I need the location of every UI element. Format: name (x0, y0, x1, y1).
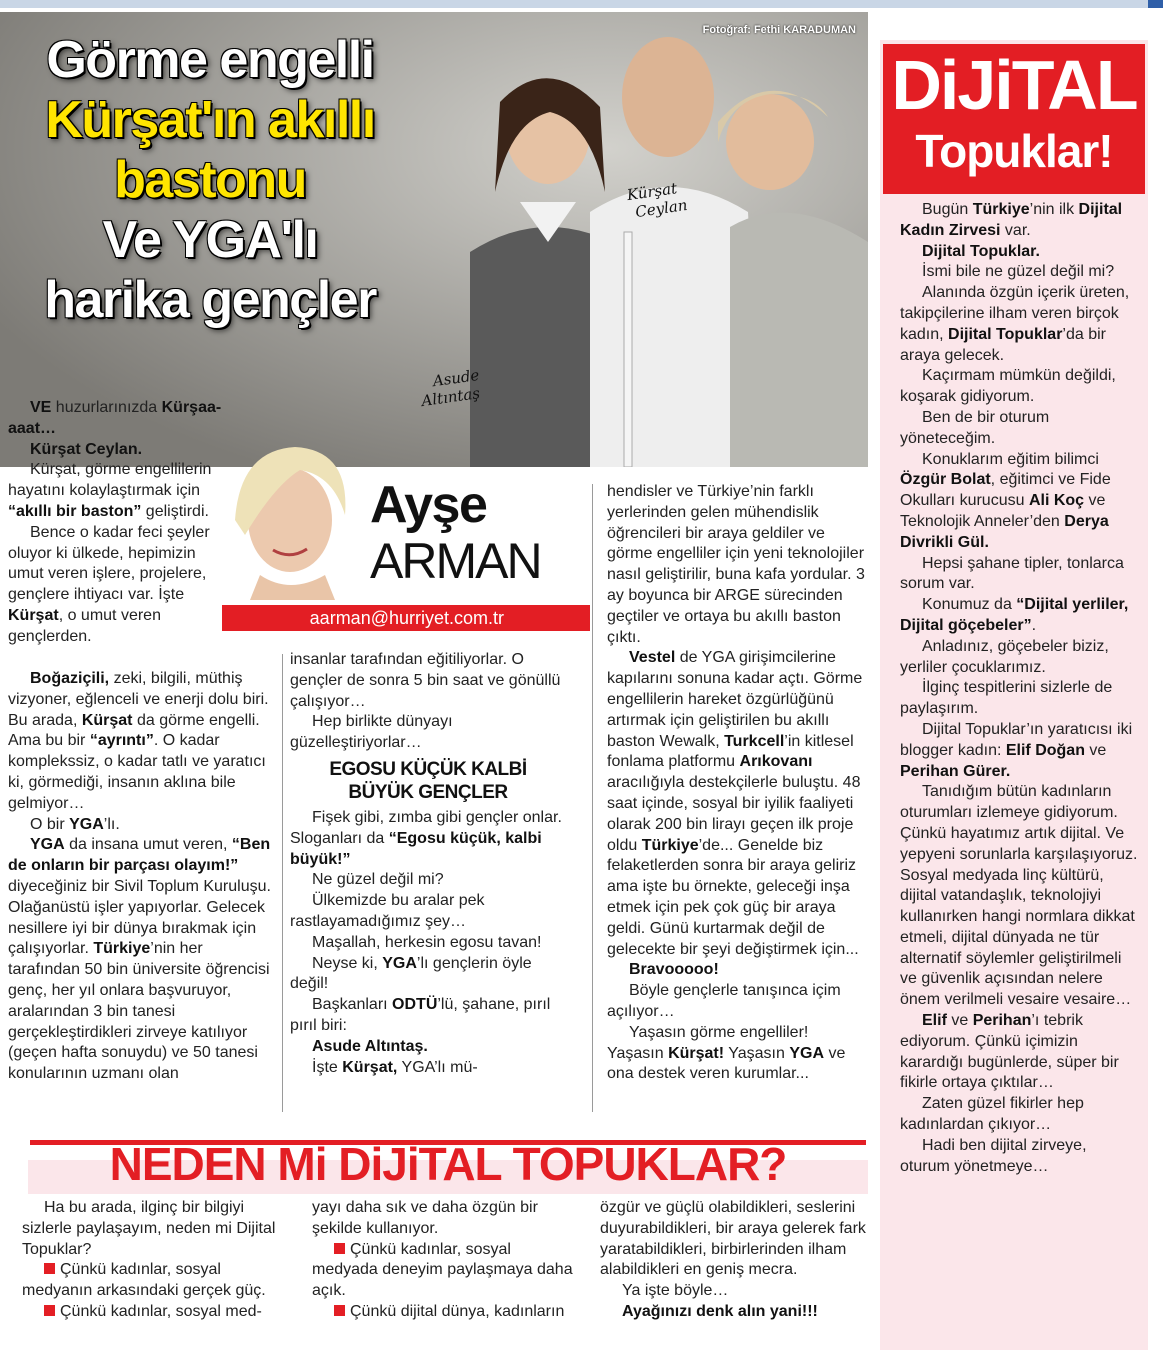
bottom-col-1: Ha bu arada, ilginç bir bilgiyi sizlerle paylaşayım, neden mi Dijital Topuklar? Çünkü kadınlar, sosyal medyanın arkasındaki gerçek güç. Çünkü kadınlar, sosyal med- (22, 1199, 276, 1320)
sidebar-title-line2: Topuklar! (915, 125, 1113, 177)
article-col-3: hendisler ve Türkiye’nin farklı yerlerinden gelen mühendislik öğrencileri bir araya geldiler ve görme engelliler için yeni teknolojiler nasıl geliştirilir, buna kafa yordular. 3 ay boyunca bir ARGE sürecinden geçtiler ve ortaya bu akıllı baston çıktı. Vestel de YGA girişimcilerine kapılarını sonuna kadar açtı. Görme engellilerin hareket özgürlüğünü artırmak için geliştirilen bu akıllı baston Wewalk, Turkcell’in kitlesel fonlama platformu Arıkovanı aracılığıyla destekçilerle buluştu. 48 saat içinde, sosyal bir iyilik faaliyeti olarak 200 bin lirayı geçen ilk proje oldu Türkiye’de... Genelde biz felaketlerden sonra bir araya geliriz ama işte bu örnekte, geleceği inşa etmek için pek çok güç bir araya geldi. Günü kurtarmak değil de gelecekte bir şeyi değiştirmek için... Bravooooo! Böyle gençlerle tanışınca içim açılıyor… Yaşasın görme engelliler! Yaşasın Kürşat! Yaşasın YGA ve ona destek veren kurumlar... (607, 483, 865, 1083)
column-divider (592, 484, 593, 1112)
column-divider (282, 654, 283, 1112)
bottom-title: NEDEN Mi DiJiTAL TOPUKLAR? (109, 1138, 787, 1190)
bullet-square-icon (334, 1305, 345, 1316)
headline-line: bastonu (114, 151, 306, 209)
sidebar-text: Bugün Türkiye’nin ilk Dijital Kadın Zirvesi var. Dijital Topuklar. İsmi bile ne güzel değil mi? Alanında özgün içerik üreten, takipçilerine ilham veren birçok kadın, Dijital Topuklar’da bir araya gelecek. Kaçırmam mümkün değildi, koşarak gidiyorum. Ben de bir oturum yöneteceğim. Konuklarım eğitim bilimci Özgür Bolat, eğitimci ve Fide Okulları kurucusu Ali Koç ve Teknolojik Anneler’den Derya Divrikli Gül. Hepsi şahane tipler, tonlarca sorum var. Konumuz da “Dijital yerliler, Dijital göçebeler”. Anladınız, göçebeler biziz, yerliler çocuklarımız. İlginç tespitlerini sizlerle de paylaşırım. Dijital Topuklar’ın yaratıcısı iki blogger kadın: Elif Doğan ve Perihan Gürer. Tanıdığım bütün kadınların oturumları izlemeye gidiyorum. Çünkü hayatımız artık dijital. Ve yepyeni sorunlarla karşılaşıyoruz. Sosyal medyada linç kültürü, dijital vatandaşlık, teknolojiyi kullanırken hangi normlara dikkat etmeli, dijital dünyada ne tür alternatif söylemler geliştirilmeli ve güvenlik açısından nelere önem verilmeli vesaire vesaire… Elif ve Perihan’ı tebrik ediyorum. Çünkü içimizin karardığı bugünlerde, süper bir fikirle ortaya çıktılar… Zaten güzel fikirler hep kadınlardan çıkıyor… Hadi ben dijital zirveye, oturum yönetmeye… (900, 201, 1138, 1175)
sidebar-title (883, 44, 1145, 194)
headline-line: Ve YGA'lı (102, 211, 318, 269)
article-col-2: insanlar tarafından eğitiliyorlar. O gençler de sonra 5 bin saat ve gönüllü çalışıyor… Hep birlikte dünyayı güzelleştiriyorlar… EGOSU KÜÇÜK KALBİ BÜYÜK GENÇLER Fişek gibi, zımba gibi gençler onlar. Sloganları da “Egosu küçük, kalbi büyük!” Ne güzel değil mi? Ülkemizde bu aralar pek rastlayamadığımız şey… Maşallah, herkesin egosu tavan! Neyse ki, YGA’lı gençlerin öyle değil! Başkanları ODTÜ’lü, şahane, pırıl pırıl biri: Asude Altıntaş. İşte Kürşat, YGA’lı mü- (290, 650, 566, 1078)
bottom-col-2: yayı daha sık ve daha özgün bir şekilde kullanıyor. Çünkü kadınlar, sosyal medyada deneyim paylaşmaya daha açık. Çünkü dijital dünya, kadınların (312, 1199, 573, 1320)
caption-line: Ceylan (634, 195, 689, 222)
caption-line: Altıntaş (420, 384, 482, 411)
bullet-square-icon (334, 1243, 345, 1254)
top-rule-accent (1148, 0, 1163, 8)
caption-line: Asude (431, 365, 481, 391)
author-last-name: ARMAN (370, 533, 541, 589)
subhead-line: BÜYÜK GENÇLER (348, 781, 508, 803)
bullet-square-icon (44, 1263, 55, 1274)
headline-line: Görme engelli (46, 31, 374, 89)
top-rule (0, 0, 1163, 8)
article-subhead (290, 758, 566, 804)
sidebar-title-line1: DiJiTAL (891, 46, 1137, 124)
author-photo (215, 425, 355, 600)
author-first-name: Ayşe (370, 476, 487, 534)
subhead-line: EGOSU KÜÇÜK KALBİ (329, 758, 527, 780)
author-email-bar (222, 605, 590, 631)
article-col-1a: VE huzurlarınızda Kürşaaaaat… Kürşat Ceylan. Kürşat, görme engellilerin hayatını kolaylaştırmak için “akıllı bir baston” geliştirdi. Bence o kadar feci şeyler oluyor ki ülkede, hepimizin umut veren işlere, projelere, gençlere ihtiyacı var. İşte Kürşat, o umut veren gençlerden. (8, 399, 222, 645)
headline-line: harika gençler (44, 271, 376, 329)
caption-line: Kürşat (625, 179, 679, 205)
headline-line: Kürşat'ın akıllı (45, 91, 375, 149)
article-col-1b: Boğaziçili, zeki, bilgili, müthiş vizyoner, eğlenceli ve enerji dolu biri. Bu arada, Kürşat da görme engelli. Ama bu bir “ayrıntı”. O kadar komplekssiz, o kadar tatlı ve yaratıcı ki, görmediği, insanın aklına bile gelmiyor… O bir YGA’lı. YGA da insana umut veren, “Ben de onların bir parçası olayım!” diyeceğiniz bir Sivil Toplum Kuruluşu. Olağanüstü işler yapıyorlar. Gelecek nesillere iyi bir dünya bırakmak için çalışıyorlar. Türkiye’nin her tarafından 50 bin üniversite öğrencisi genç, her yıl onlara başvuruyor, aralarından 3 bin tanesi gerçekleştirdikleri zirveye katılıyor (geçen hafta sonuydu) ve 50 tanesi konularının uzmanı olan (8, 670, 271, 1083)
author-email[interactable]: aarman@hurriyet.com.tr (309, 608, 504, 628)
photo-credit: Fotoğraf: Fethi KARADUMAN (702, 24, 856, 36)
headline (10, 30, 410, 330)
bottom-col-3: özgür ve güçlü olabildikleri, seslerini duyurabildikleri, bir araya gelerek fark yaratabildikleri, birbirlerinden ilham alabildikleri en geniş mecra. Ya işte böyle… Ayağınızı denk alın yani!!! (600, 1199, 866, 1320)
bullet-square-icon (44, 1305, 55, 1316)
